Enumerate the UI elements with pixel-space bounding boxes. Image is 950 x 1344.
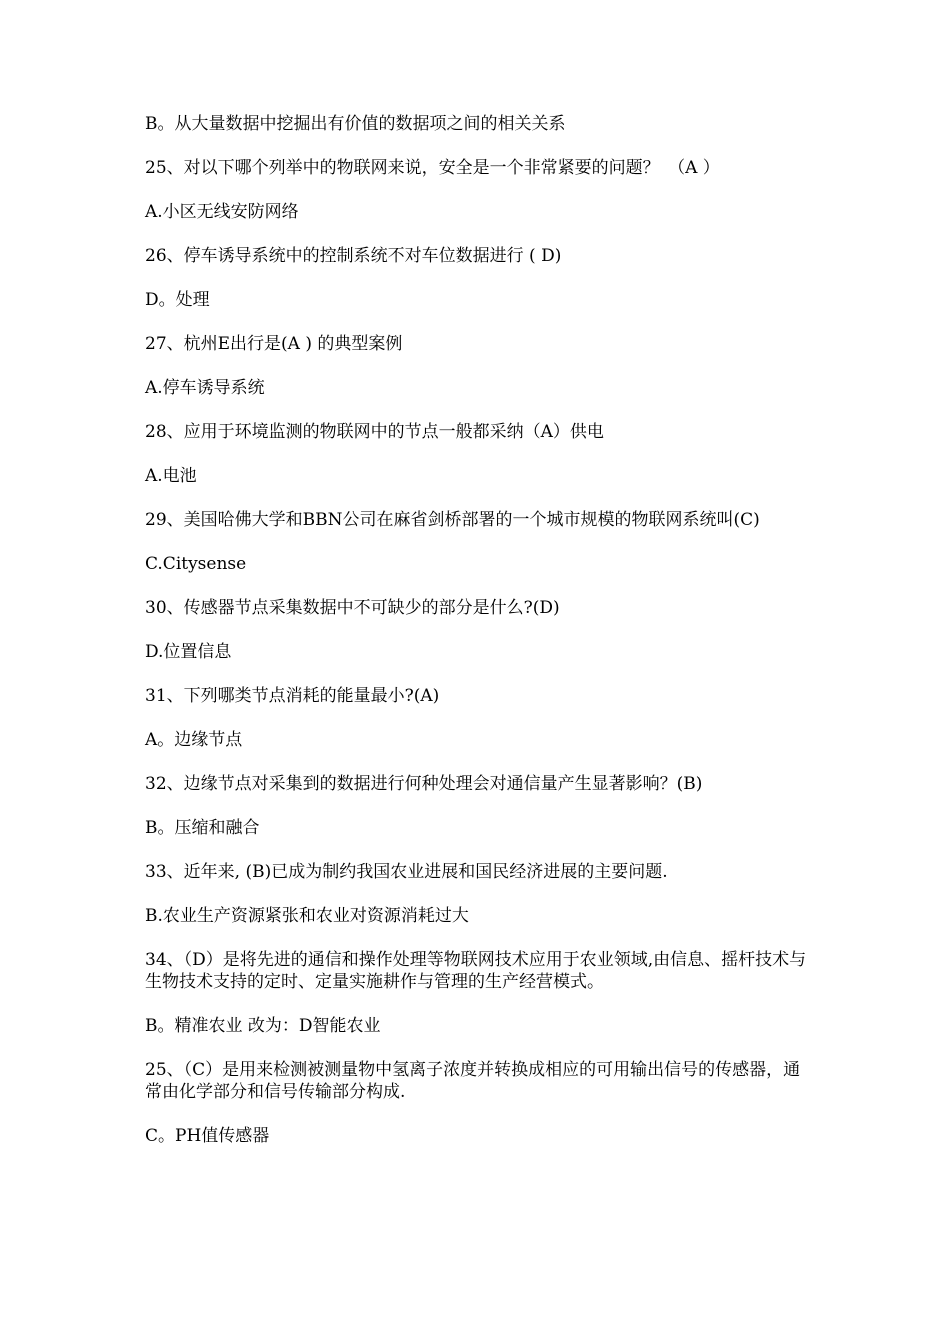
question-28: 28、应用于环境监测的物联网中的节点一般都采纳（A）供电 bbox=[145, 422, 604, 442]
question-27: 27、杭州E出行是(A ) 的典型案例 bbox=[145, 334, 403, 354]
answer-27: A.停车诱导系统 bbox=[145, 378, 265, 398]
question-32: 32、边缘节点对采集到的数据进行何种处理会对通信量产生显著影响？(B) bbox=[145, 774, 703, 794]
answer-35: C。PH值传感器 bbox=[145, 1126, 270, 1146]
answer-26: D。处理 bbox=[145, 290, 210, 310]
answer-32: B。压缩和融合 bbox=[145, 818, 260, 838]
answer-34: B。精准农业 改为：D智能农业 bbox=[145, 1016, 381, 1036]
document-body bbox=[145, 113, 810, 1147]
answer-31: A。边缘节点 bbox=[145, 730, 243, 750]
question-30: 30、传感器节点采集数据中不可缺少的部分是什么?(D) bbox=[145, 598, 560, 618]
question-29: 29、美国哈佛大学和BBN公司在麻省剑桥部署的一个城市规模的物联网系统叫(C) bbox=[145, 510, 760, 530]
answer-30: D.位置信息 bbox=[145, 642, 232, 662]
question-25: 25、对以下哪个列举中的物联网来说，安全是一个非常紧要的问题？ （A ） bbox=[145, 158, 720, 178]
question-31: 31、下列哪类节点消耗的能量最小?(A) bbox=[145, 686, 440, 706]
answer-29: C.Citysense bbox=[145, 554, 247, 574]
answer-33: B.农业生产资源紧张和农业对资源消耗过大 bbox=[145, 906, 469, 926]
question-34: 34、（D）是将先进的通信和操作处理等物联网技术应用于农业领域,由信息、摇杆技术与生物技术支持的定时、定量实施耕作与管理的生产经营模式。 bbox=[145, 950, 807, 992]
answer-25: A.小区无线安防网络 bbox=[145, 202, 299, 222]
question-35: 25、（C）是用来检测被测量物中氢离子浓度并转换成相应的可用输出信号的传感器，通常由化学部分和信号传输部分构成. bbox=[145, 1060, 801, 1102]
question-26: 26、停车诱导系统中的控制系统不对车位数据进行 ( D) bbox=[145, 246, 562, 266]
answer-28: A.电池 bbox=[145, 466, 197, 486]
answer-24: B。从大量数据中挖掘出有价值的数据项之间的相关关系 bbox=[145, 114, 566, 134]
question-33: 33、近年来, (B)已成为制约我国农业进展和国民经济进展的主要问题. bbox=[145, 862, 668, 882]
